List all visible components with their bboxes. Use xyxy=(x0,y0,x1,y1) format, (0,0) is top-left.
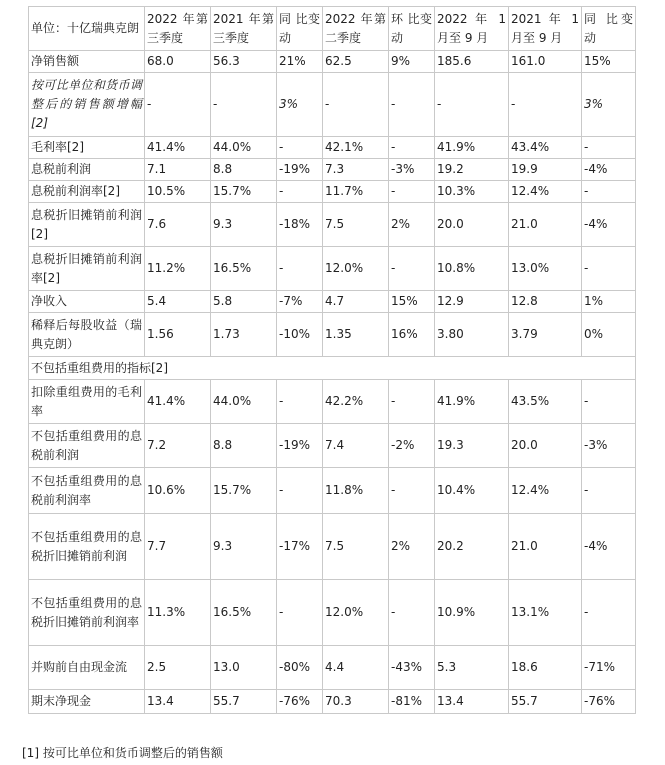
table-cell: - xyxy=(389,137,435,159)
table-cell: 2.5 xyxy=(145,646,211,690)
table-row xyxy=(29,646,636,690)
header-cell: 2021 年第三季度 xyxy=(211,7,277,51)
table-cell: - xyxy=(389,73,435,137)
table-cell: 11.8% xyxy=(323,468,389,514)
table-cell: 43.4% xyxy=(509,137,582,159)
table-cell: 12.0% xyxy=(323,247,389,291)
table-cell: 1.35 xyxy=(323,313,389,357)
table-cell: 9% xyxy=(389,51,435,73)
table-cell: 7.4 xyxy=(323,424,389,468)
table-cell: 10.5% xyxy=(145,181,211,203)
table-cell: -3% xyxy=(582,424,636,468)
row-label: 净收入 xyxy=(29,291,145,313)
header-cell: 环 比变动 xyxy=(389,7,435,51)
table-cell: - xyxy=(277,181,323,203)
table-cell: -17% xyxy=(277,514,323,580)
table-cell: -18% xyxy=(277,203,323,247)
row-label: 息税前利润率[2] xyxy=(29,181,145,203)
table-row xyxy=(29,514,636,580)
table-cell: 7.1 xyxy=(145,159,211,181)
table-cell: 15% xyxy=(582,51,636,73)
row-label: 稀释后每股收益（瑞典克朗） xyxy=(29,313,145,357)
section-row xyxy=(29,357,636,380)
table-cell: 10.4% xyxy=(435,468,509,514)
table-cell: 68.0 xyxy=(145,51,211,73)
row-label: 不包括重组费用的息税折旧摊销前利润 xyxy=(29,514,145,580)
table-cell: - xyxy=(323,73,389,137)
financial-table xyxy=(28,6,636,714)
table-cell: 41.4% xyxy=(145,137,211,159)
table-cell: -3% xyxy=(389,159,435,181)
table-cell: 20.2 xyxy=(435,514,509,580)
table-cell: 41.9% xyxy=(435,137,509,159)
table-cell: -2% xyxy=(389,424,435,468)
table-cell: 16% xyxy=(389,313,435,357)
table-cell: 13.4 xyxy=(145,690,211,714)
table-row xyxy=(29,203,636,247)
table-cell: -4% xyxy=(582,514,636,580)
table-cell: -19% xyxy=(277,424,323,468)
table-cell: 1% xyxy=(582,291,636,313)
row-label: 扣除重组费用的毛利率 xyxy=(29,380,145,424)
table-cell: 9.3 xyxy=(211,203,277,247)
row-label: 并购前自由现金流 xyxy=(29,646,145,690)
table-cell: 4.4 xyxy=(323,646,389,690)
header-cell: 2022 年第二季度 xyxy=(323,7,389,51)
table-cell: 5.4 xyxy=(145,291,211,313)
table-cell: 8.8 xyxy=(211,159,277,181)
table-cell: - xyxy=(582,580,636,646)
table-cell: 7.5 xyxy=(323,203,389,247)
table-row xyxy=(29,313,636,357)
table-cell: 185.6 xyxy=(435,51,509,73)
table-cell: - xyxy=(389,181,435,203)
row-label: 期末净现金 xyxy=(29,690,145,714)
table-cell: 10.6% xyxy=(145,468,211,514)
table-cell: 19.3 xyxy=(435,424,509,468)
table-cell: 11.2% xyxy=(145,247,211,291)
table-cell: 0% xyxy=(582,313,636,357)
footnote: [1] 按可比单位和货币调整后的销售额 xyxy=(22,746,223,760)
table-cell: 7.5 xyxy=(323,514,389,580)
table-cell: 13.0% xyxy=(509,247,582,291)
table-row xyxy=(29,181,636,203)
table-row xyxy=(29,137,636,159)
table-cell: -80% xyxy=(277,646,323,690)
table-cell: -76% xyxy=(582,690,636,714)
table-cell: 3% xyxy=(277,73,323,137)
table-cell: 161.0 xyxy=(509,51,582,73)
table-cell: -81% xyxy=(389,690,435,714)
row-label: 按可比单位和货币调整后的销售额增幅[2] xyxy=(29,73,145,137)
table-cell: - xyxy=(277,580,323,646)
table-row xyxy=(29,73,636,137)
table-cell: - xyxy=(389,380,435,424)
table-row xyxy=(29,580,636,646)
table-row xyxy=(29,690,636,714)
table-cell: 11.3% xyxy=(145,580,211,646)
table-row xyxy=(29,468,636,514)
row-label: 净销售额 xyxy=(29,51,145,73)
table-cell: 12.4% xyxy=(509,468,582,514)
table-cell: 15.7% xyxy=(211,468,277,514)
row-label: 不包括重组费用的息税前利润 xyxy=(29,424,145,468)
table-cell: 7.6 xyxy=(145,203,211,247)
table-cell: 20.0 xyxy=(435,203,509,247)
table-row xyxy=(29,291,636,313)
table-cell: 1.73 xyxy=(211,313,277,357)
header-cell: 单位：十亿瑞典克朗 xyxy=(29,7,145,51)
table-cell: 21% xyxy=(277,51,323,73)
table-cell: 41.4% xyxy=(145,380,211,424)
table-cell: 2% xyxy=(389,203,435,247)
header-cell: 同 比变动 xyxy=(582,7,636,51)
table-cell: 20.0 xyxy=(509,424,582,468)
table-cell: - xyxy=(145,73,211,137)
table-row xyxy=(29,159,636,181)
row-label: 息税前利润 xyxy=(29,159,145,181)
table-row xyxy=(29,380,636,424)
table-cell: - xyxy=(277,247,323,291)
table-cell: 10.3% xyxy=(435,181,509,203)
table-cell: - xyxy=(435,73,509,137)
table-cell: 21.0 xyxy=(509,203,582,247)
table-cell: 13.4 xyxy=(435,690,509,714)
table-cell: 13.0 xyxy=(211,646,277,690)
table-cell: 12.8 xyxy=(509,291,582,313)
table-cell: 42.2% xyxy=(323,380,389,424)
table-cell: 41.9% xyxy=(435,380,509,424)
header-cell: 同 比变动 xyxy=(277,7,323,51)
table-cell: -43% xyxy=(389,646,435,690)
table-cell: 3.79 xyxy=(509,313,582,357)
table-cell: 16.5% xyxy=(211,247,277,291)
table-cell: 15% xyxy=(389,291,435,313)
table-row xyxy=(29,247,636,291)
table-row xyxy=(29,51,636,73)
table-cell: - xyxy=(277,137,323,159)
row-label: 毛利率[2] xyxy=(29,137,145,159)
table-cell: - xyxy=(389,468,435,514)
table-cell: 19.9 xyxy=(509,159,582,181)
table-cell: 18.6 xyxy=(509,646,582,690)
table-cell: 12.0% xyxy=(323,580,389,646)
table-cell: 2% xyxy=(389,514,435,580)
header-cell: 2021 年 1 月至 9 月 xyxy=(509,7,582,51)
table-cell: -10% xyxy=(277,313,323,357)
table-cell: -4% xyxy=(582,203,636,247)
header-cell: 2022 年 1 月至 9 月 xyxy=(435,7,509,51)
row-label: 不包括重组费用的息税折旧摊销前利润率 xyxy=(29,580,145,646)
row-label: 息税折旧摊销前利润[2] xyxy=(29,203,145,247)
table-cell: -76% xyxy=(277,690,323,714)
table-row xyxy=(29,424,636,468)
table-cell: 44.0% xyxy=(211,137,277,159)
table-cell: -71% xyxy=(582,646,636,690)
table-cell: 3.80 xyxy=(435,313,509,357)
table-cell: 13.1% xyxy=(509,580,582,646)
header-row xyxy=(29,7,636,51)
table-cell: 12.9 xyxy=(435,291,509,313)
table-cell: - xyxy=(509,73,582,137)
table-cell: 16.5% xyxy=(211,580,277,646)
table-cell: 43.5% xyxy=(509,380,582,424)
table-cell: 62.5 xyxy=(323,51,389,73)
table-cell: 7.7 xyxy=(145,514,211,580)
table-cell: 55.7 xyxy=(509,690,582,714)
table-cell: - xyxy=(582,137,636,159)
table-cell: - xyxy=(277,380,323,424)
table-cell: 12.4% xyxy=(509,181,582,203)
table-cell: 55.7 xyxy=(211,690,277,714)
table-cell: - xyxy=(582,181,636,203)
table-cell: 44.0% xyxy=(211,380,277,424)
table-cell: - xyxy=(582,468,636,514)
table-cell: 11.7% xyxy=(323,181,389,203)
table-cell: 7.2 xyxy=(145,424,211,468)
table-cell: 5.3 xyxy=(435,646,509,690)
row-label: 息税折旧摊销前利润率[2] xyxy=(29,247,145,291)
table-cell: - xyxy=(389,580,435,646)
table-cell: 9.3 xyxy=(211,514,277,580)
table-cell: -7% xyxy=(277,291,323,313)
table-cell: 10.9% xyxy=(435,580,509,646)
table-cell: - xyxy=(277,468,323,514)
table-cell: 10.8% xyxy=(435,247,509,291)
table-cell: - xyxy=(389,247,435,291)
table-cell: 3% xyxy=(582,73,636,137)
header-cell: 2022 年第三季度 xyxy=(145,7,211,51)
table-cell: 7.3 xyxy=(323,159,389,181)
table-cell: 15.7% xyxy=(211,181,277,203)
table-cell: - xyxy=(582,247,636,291)
table-cell: 8.8 xyxy=(211,424,277,468)
table-cell: 1.56 xyxy=(145,313,211,357)
table-cell: 21.0 xyxy=(509,514,582,580)
table-cell: - xyxy=(582,380,636,424)
table-cell: 56.3 xyxy=(211,51,277,73)
table-cell: - xyxy=(211,73,277,137)
table-cell: 19.2 xyxy=(435,159,509,181)
table-cell: 70.3 xyxy=(323,690,389,714)
section-heading: 不包括重组费用的指标[2] xyxy=(29,357,636,380)
table-cell: 5.8 xyxy=(211,291,277,313)
table-cell: -4% xyxy=(582,159,636,181)
table-cell: 4.7 xyxy=(323,291,389,313)
row-label: 不包括重组费用的息税前利润率 xyxy=(29,468,145,514)
table-cell: -19% xyxy=(277,159,323,181)
table-cell: 42.1% xyxy=(323,137,389,159)
